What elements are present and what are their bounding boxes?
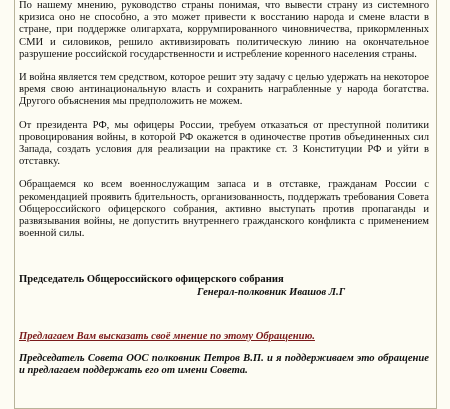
paragraph-1: По нашему мнению, руководство страны понимая, что вывести страну из системного кризиса оно не способно, а это может привести к восстанию народа и смене власти в стране, при поддержке олигархата, коррумпированного чиновничества, прикормленных СМИ и силовиков, решило активизировать политическую линию на окончательное разрушение российской государственности и истребление коренного населения страны. [19, 0, 429, 60]
paragraph-3: От президента РФ, мы офицеры России, требуем отказаться от преступной политики провоцирования войны, в которой РФ окажется в одиночестве против объединенных сил Запада, создать условия для реализации на практике ст. 3 Конституции РФ и уйти в отставку. [19, 119, 429, 168]
closing-text: Председатель Совета ООС полковник Петров В.П. и я поддерживаем это обращение и предлагаем поддержать его от имени Совета. [19, 353, 429, 377]
signature-name: Генерал-полковник Ивашов Л.Г [197, 286, 346, 298]
signature-title: Председатель Общероссийского офицерского собрания [19, 274, 284, 286]
proposal-text: Предлагаем Вам высказать своё мнение по этому Обращению. [19, 330, 315, 342]
paragraph-4: Обращаемся ко всем военнослужащим запаса и в отставке, гражданам России с рекомендацией проявить бдительность, организованность, поддержать требования Совета Общероссийского офицерского собрания, активно выступать против пропаганды и развязывания войны, не допустить внутреннего гражданского конфликта с применением военной силы. [19, 179, 429, 240]
document-body [19, 0, 429, 377]
paragraph-2: И война является тем средством, которое решит эту задачу с целью удержать на некоторое время свою антинациональную власть и сохранить награбленные у народа богатства. Другого объяснения мы предположить не можем. [19, 72, 429, 108]
